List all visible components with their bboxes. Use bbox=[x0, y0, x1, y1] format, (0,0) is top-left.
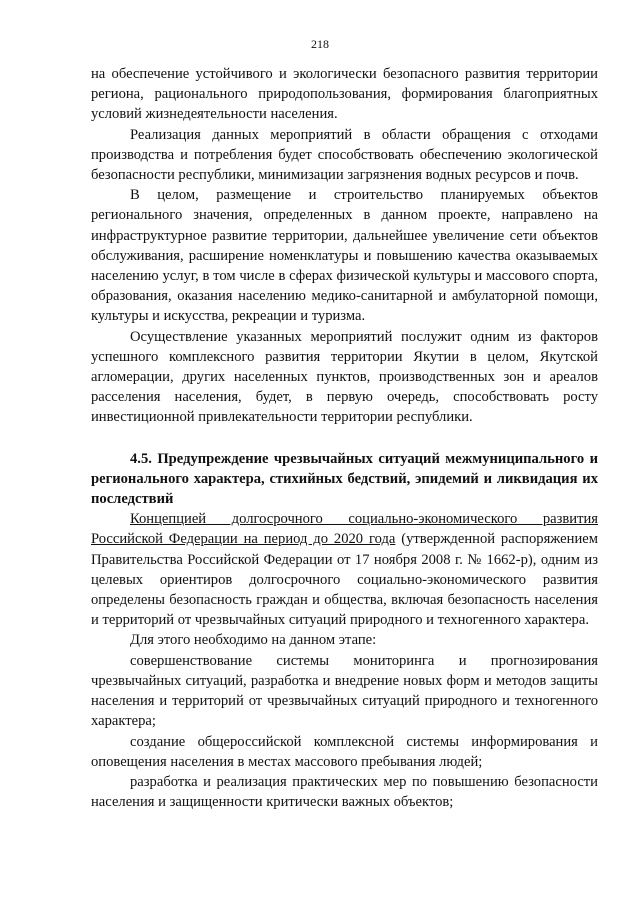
section-heading: 4.5. Предупреждение чрезвычайных ситуаций межмуниципального и регионального характера, стихийных бедствий, эпидемий и ликвидация их последствий bbox=[91, 450, 598, 508]
list-item: совершенствование системы мониторинга и прогнозирования чрезвычайных ситуаций, разработка и внедрение новых форм и методов защиты населения и территорий от чрезвычайных ситуаций природного и техногенного характера; bbox=[91, 652, 598, 730]
list-item: создание общероссийской комплексной системы информирования и оповещения населения в местах массового пребывания людей; bbox=[91, 733, 598, 770]
page-content bbox=[91, 64, 598, 812]
section-intro-text: (утвержденной распоряжением Правительства Российской Федерации от 17 ноября 2008 г. № 1662-р), одним из целевых ориентиров долгосрочного социально-экономического развития определены безопасность граждан и общества, включая безопасность населения и территорий от чрезвычайных ситуаций природного и техногенного характера. bbox=[91, 531, 598, 629]
paragraph: на обеспечение устойчивого и экологически безопасного развития территории региона, рационального природопользования, формирования благоприятных условий жизнедеятельности населения. bbox=[91, 66, 598, 123]
concept-link[interactable]: Концепцией долгосрочного социально-экономического развития Российской Федерации на период до 2020 года bbox=[91, 511, 598, 548]
section-intro-paragraph bbox=[91, 509, 598, 630]
paragraph: Осуществление указанных мероприятий послужит одним из факторов успешного комплексного развития территории Якутии в целом, Якутской агломерации, других населенных пунктов, производственных зон и ареалов расселения населения, будет, в первую очередь, способствовать росту инвестиционной привлекательности территории республики. bbox=[91, 328, 598, 426]
list-item: разработка и реализация практических мер по повышению безопасности населения и защищенности критически важных объектов; bbox=[91, 773, 598, 811]
stage-intro: Для этого необходимо на данном этапе: bbox=[130, 632, 377, 649]
paragraph: В целом, размещение и строительство планируемых объектов регионального значения, определенных в данном проекте, направлено на инфраструктурное развитие территории, дальнейшее увеличение сети объектов обслуживания, расширение номенклатуры и повышению качества оказываемых населению услуг, в том числе в сферах физической культуры и массового спорта, образования, оказания населению медико-санитарной и амбулаторной помощи, культуры и искусства, рекреации и туризма. bbox=[91, 187, 598, 325]
paragraph: Реализация данных мероприятий в области обращения с отходами производства и потребления будет способствовать обеспечению экологической безопасности республики, минимизации загрязнения водных ресурсов и почв. bbox=[91, 126, 598, 184]
page-number: 218 bbox=[311, 37, 329, 51]
